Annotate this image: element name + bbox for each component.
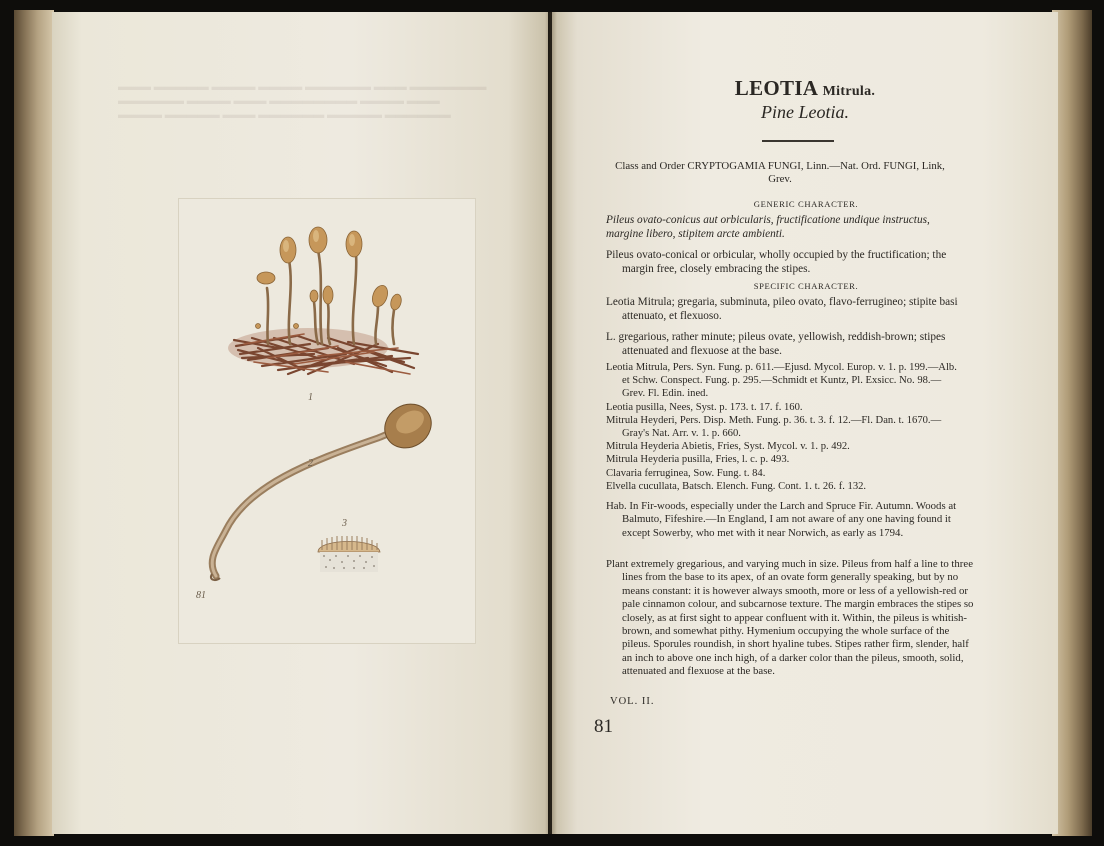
synonym-entry: Mitrula Heyderia Abietis, Fries, Syst. Mycol. v. 1. p. 492. — [606, 441, 850, 453]
synonym-entry: Mitrula Heyderia pusilla, Fries, l. c. p. 493. — [606, 454, 790, 466]
left-cover-edge — [14, 10, 54, 836]
plate-number: 81 — [196, 590, 206, 601]
habitat-paragraph: Hab. In Fir-woods, especially under the Larch and Spruce Fir. Autumn. Woods at Balmuto, Fifeshire.—In England, I am not aware of any one having found it except Sowerby, who met with it near Norwich, as early as 1794. — [606, 500, 957, 539]
title-rule — [762, 140, 834, 142]
synonym-entry: Leotia pusilla, Nees, Syst. p. 173. t. 17. f. 160. — [606, 401, 803, 413]
description-paragraph: Plant extremely gregarious, and varying much in size. Pileus from half a line to three lines from the base to its apex, of an ovate form generally speaking, but by no means constant: it is however always smooth, more or less of a yellowish-red or pale cinnamon colour, and subcarnose texture. The margin embraces the stipes so closely, as at first sight to appear confluent with it. Within, the pileus is whitish-brown, and somewhat pithy. Hymenium occupying the whole surface of the pileus. Sporules roundish, in short hyaline tubes. Stipes rather firm, slender, half an inch to above one inch high, of a darker color than the pileus, smooth, solid, attenuated and flexuose at the base. — [606, 558, 974, 678]
specific-character-heading: SPECIFIC CHARACTER. — [753, 281, 859, 291]
page-number: 81 — [594, 716, 613, 737]
synonym-entry: Leotia Mitrula, Pers. Syn. Fung. p. 611.—Ejusd. Mycol. Europ. v. 1. p. 199.—Alb. et Schw. Conspect. Fung. p. 295.—Schmidt et Kuntz, Pl. Exsicc. No. 98.—Grev. Fl. Edin. ined. — [606, 362, 957, 400]
class-and-order: Class and Order CRYPTOGAMIA FUNGI, Linn.—Nat. Ord. FUNGI, Link, Grev. — [615, 160, 945, 185]
bleed-through-text: ▬▬▬ ▬▬▬▬▬ ▬▬▬▬ ▬▬▬▬ ▬▬▬▬▬▬ ▬▬▬ ▬▬▬▬▬▬▬ ▬▬▬▬▬▬ ▬▬▬▬ ▬▬▬ ▬▬▬▬▬▬▬▬ ▬▬▬▬ ▬▬▬ ▬▬▬▬ ▬▬▬▬▬ ▬▬▬ ▬▬▬▬▬▬ ▬▬▬▬▬ ▬▬▬▬▬▬ — [118, 81, 487, 121]
pine-needle-mat — [228, 328, 418, 374]
synonym-entry: Mitrula Heyderi, Pers. Disp. Meth. Fung. p. 36. t. 3. f. 12.—Fl. Dan. t. 1670.—Gray's Nat. Arr. v. 1. p. 660. — [606, 414, 942, 440]
figure-number-2: 2 — [308, 458, 313, 469]
generic-character-heading: GENERIC CHARACTER. — [753, 199, 859, 209]
specific-character-english: L. gregarious, rather minute; pileus ovate, yellowish, reddish-brown; stipes attenuated and flexuose at the base. — [606, 331, 946, 357]
synonyms-list — [606, 361, 960, 493]
hymenium-section-figure — [318, 536, 380, 572]
figure-number-1: 1 — [308, 392, 313, 403]
synonym-entry: Elvella cucullata, Batsch. Elench. Fung. Cont. 1. t. 26. f. 132. — [606, 480, 867, 492]
fungus-cluster-figure — [228, 227, 418, 374]
specific-character-latin: Leotia Mitrula; gregaria, subminuta, pileo ovato, flavo-ferrugineo; stipite basi attenuato, et flexuoso. — [606, 296, 958, 322]
book-gutter — [545, 12, 557, 834]
species-title — [560, 76, 1050, 101]
figure-number-3: 3 — [342, 518, 347, 529]
volume-signature: VOL. II. — [610, 696, 655, 707]
title-genus: LEOTIA — [734, 76, 823, 100]
generic-character-english: Pileus ovato-conical or orbicular, wholly occupied by the fructification; the margin free, closely embracing the stipes. — [606, 249, 947, 275]
title-species: Mitrula. — [822, 84, 876, 99]
botanical-illustration — [178, 198, 474, 642]
generic-character-latin: Pileus ovato-conicus aut orbicularis, fructificatione undique instructus, margine libero, stipitem arcte ambienti. — [606, 214, 930, 240]
common-name: Pine Leotia. — [761, 102, 849, 122]
synonym-entry: Clavaria ferruginea, Sow. Fung. t. 84. — [606, 467, 766, 479]
right-cover-edge — [1052, 10, 1092, 836]
